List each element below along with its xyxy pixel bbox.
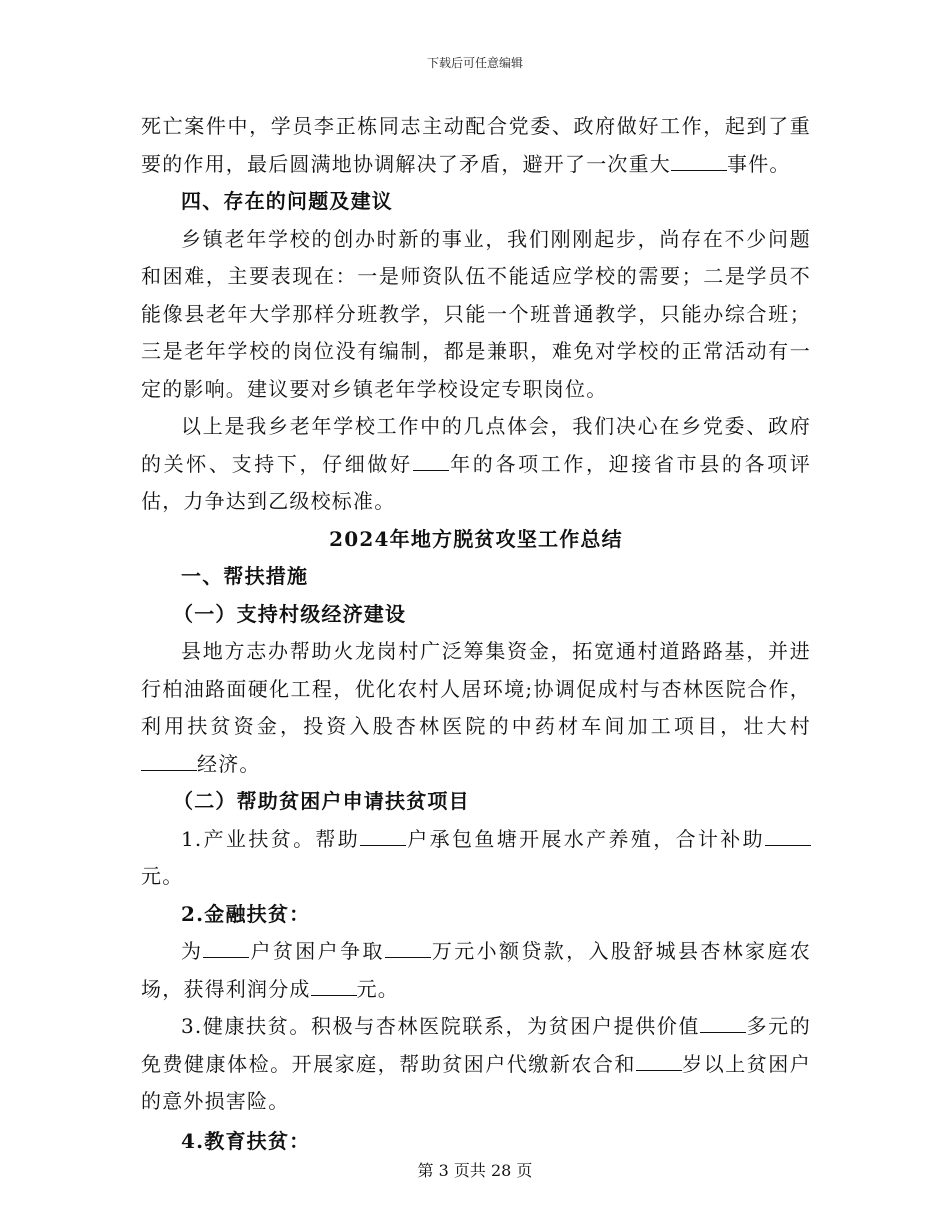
fill-blank xyxy=(203,939,249,958)
text-run: 以上是我乡老年学校工作中的几点体会，我们决心在乡党委、政府的关怀、支持下，仔细做好 xyxy=(141,414,811,476)
fill-blank xyxy=(413,452,449,471)
fill-blank xyxy=(141,752,197,771)
document-title: 2024年地方脱贫攻坚工作总结 xyxy=(329,526,623,551)
paragraph-case-cont xyxy=(141,108,811,183)
text-run: 户承包鱼塘开展水产养殖，合计补助 xyxy=(406,826,765,851)
fill-blank xyxy=(311,977,357,996)
document-body xyxy=(141,108,811,1160)
text-run: 岁以上贫困户的意外损害险。 xyxy=(141,1051,811,1113)
heading-village-economy: （一）支持村级经济建设 xyxy=(173,601,407,626)
heading-poverty-projects: （二）帮助贫困户申请扶贫项目 xyxy=(173,789,470,813)
heading-problems: 四、存在的问题及建议 xyxy=(181,189,393,213)
text-run: 万元小额贷款，入股舒城县杏林家庭农场，获得利润分成 xyxy=(141,939,811,1001)
fill-blank xyxy=(700,1014,746,1033)
page-header: 下载后可任意编辑 xyxy=(426,56,523,70)
text-run: 事件。 xyxy=(727,151,791,176)
page-footer: 第 3 页共 28 页 xyxy=(417,1161,533,1180)
text-run: 为 xyxy=(181,939,204,963)
text-run: 经济。 xyxy=(197,751,261,776)
paragraph-health xyxy=(141,1008,811,1121)
text-run: 元。 xyxy=(141,864,184,888)
heading-education: 4.教育扶贫： xyxy=(181,1128,311,1153)
text-run: 元。 xyxy=(356,976,400,1001)
paragraph-summary xyxy=(141,408,811,521)
paragraph-industry xyxy=(141,821,811,896)
text-run: 年的各项工作，迎接省市县的各项评估，力争达到乙级校标准。 xyxy=(141,451,811,513)
text-run: 县地方志办帮助火龙岗村广泛筹集资金，拓宽通村道路路基，并进行柏油路面硬化工程，优化农村人居环境;协调促成村与杏林医院合作，利用扶贫资金，投资入股杏林医院的中药材车间加工项目，壮大村 xyxy=(141,639,811,738)
text-run: 死亡案件中，学员李正栋同志主动配合党委、政府做好工作，起到了重要的作用，最后圆满地协调解决了矛盾，避开了一次重大 xyxy=(141,114,811,176)
paragraph-village-economy xyxy=(141,633,811,783)
fill-blank xyxy=(385,939,431,958)
text-run: 户贫困户争取 xyxy=(249,939,385,963)
text-run: 多元的免费健康体检。开展家庭，帮助贫困户代缴新农合和 xyxy=(141,1014,811,1076)
text-run: 3.健康扶贫。积极与杏林医院联系，为贫困户提供价值 xyxy=(181,1014,701,1038)
paragraph-finance xyxy=(141,933,811,1008)
paragraph-problems: 乡镇老年学校的创办时新的事业，我们刚刚起步，尚存在不少问题和困难，主要表现在：一是师资队伍不能适应学校的需要；二是学员不能像县老年大学那样分班教学，只能一个班普通教学，只能办综合班；三是老年学校的岗位没有编制，都是兼职，难免对学校的正常活动有一定的影响。建议要对乡镇老年学校设定专职岗位。 xyxy=(141,226,811,401)
heading-measures: 一、帮扶措施 xyxy=(181,564,309,588)
fill-blank xyxy=(636,1052,682,1071)
fill-blank xyxy=(360,827,406,846)
fill-blank xyxy=(671,152,727,171)
fill-blank xyxy=(765,827,811,846)
heading-finance: 2.金融扶贫： xyxy=(181,901,311,926)
text-run: 1.产业扶贫。帮助 xyxy=(181,826,361,851)
